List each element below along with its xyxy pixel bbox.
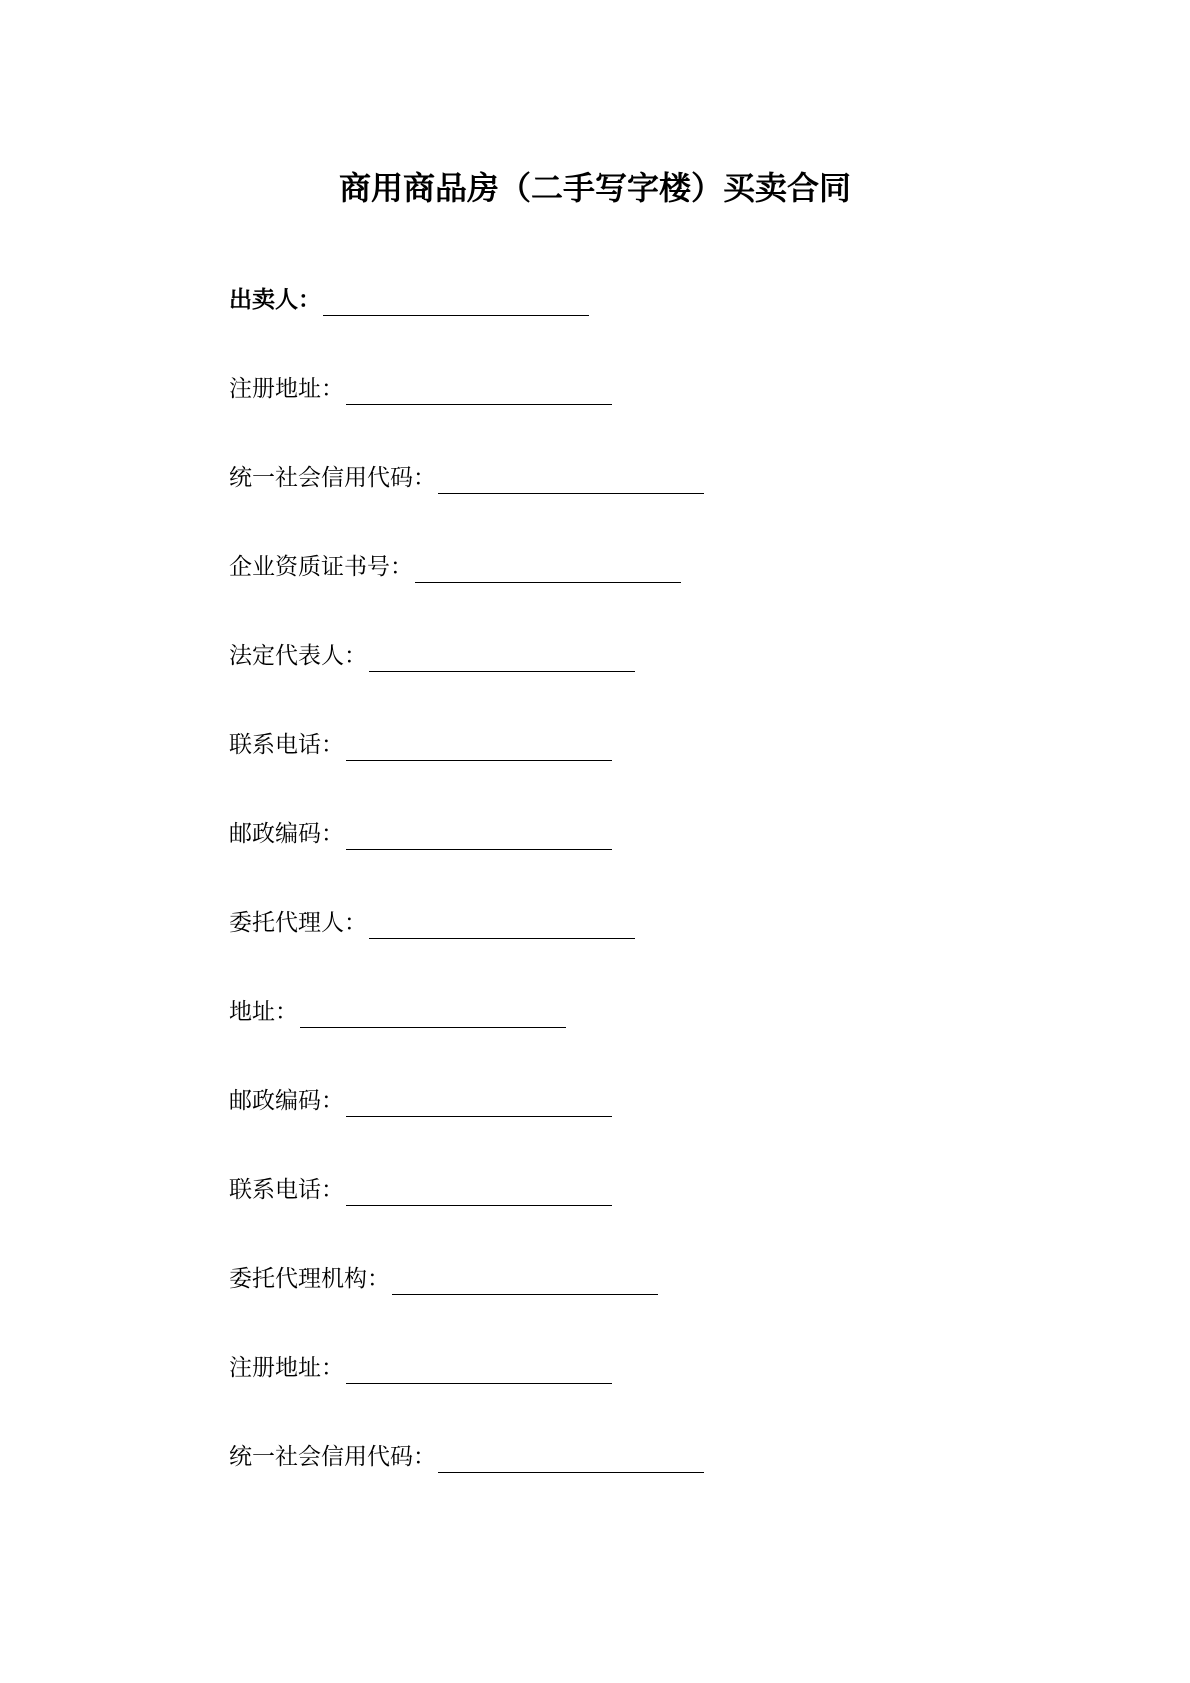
blank-line[interactable] [346, 1172, 612, 1206]
field-phone [229, 727, 1129, 816]
field-label: 法定代表人： [229, 643, 367, 669]
field-postal-code [229, 816, 1129, 905]
field-legal-representative [229, 638, 1129, 727]
field-agent-postal-code [229, 1083, 1129, 1172]
blank-line[interactable] [369, 638, 635, 672]
field-label: 邮政编码： [229, 821, 344, 847]
document-title: 商用商品房（二手写字楼）买卖合同 [338, 169, 851, 207]
field-label: 邮政编码： [229, 1088, 344, 1114]
field-address [229, 994, 1129, 1083]
blank-line[interactable] [300, 994, 566, 1028]
field-agency-credit-code [229, 1439, 1129, 1528]
field-agent-phone [229, 1172, 1129, 1261]
blank-line[interactable] [415, 549, 681, 583]
field-label: 联系电话： [229, 1177, 344, 1203]
field-label: 地址： [229, 999, 298, 1025]
field-agency-registered-address [229, 1350, 1129, 1439]
field-label: 统一社会信用代码： [229, 465, 436, 491]
field-agency [229, 1261, 1129, 1350]
blank-line[interactable] [346, 816, 612, 850]
field-label: 注册地址： [229, 376, 344, 402]
field-qualification-certificate [229, 549, 1129, 638]
field-label: 联系电话： [229, 732, 344, 758]
blank-line[interactable] [346, 1350, 612, 1384]
blank-line[interactable] [323, 282, 589, 316]
blank-line[interactable] [438, 1439, 704, 1473]
field-label: 统一社会信用代码： [229, 1444, 436, 1470]
field-label: 出卖人： [229, 287, 321, 313]
field-seller [229, 282, 1129, 371]
field-registered-address [229, 371, 1129, 460]
blank-line[interactable] [346, 727, 612, 761]
blank-line[interactable] [346, 1083, 612, 1117]
field-label: 注册地址： [229, 1355, 344, 1381]
field-authorized-agent [229, 905, 1129, 994]
field-label: 委托代理人： [229, 910, 367, 936]
blank-line[interactable] [438, 460, 704, 494]
blank-line[interactable] [369, 905, 635, 939]
blank-line[interactable] [346, 371, 612, 405]
field-label: 企业资质证书号： [229, 554, 413, 580]
seller-info-fields [229, 282, 1129, 1528]
field-credit-code [229, 460, 1129, 549]
field-label: 委托代理机构： [229, 1266, 390, 1292]
blank-line[interactable] [392, 1261, 658, 1295]
